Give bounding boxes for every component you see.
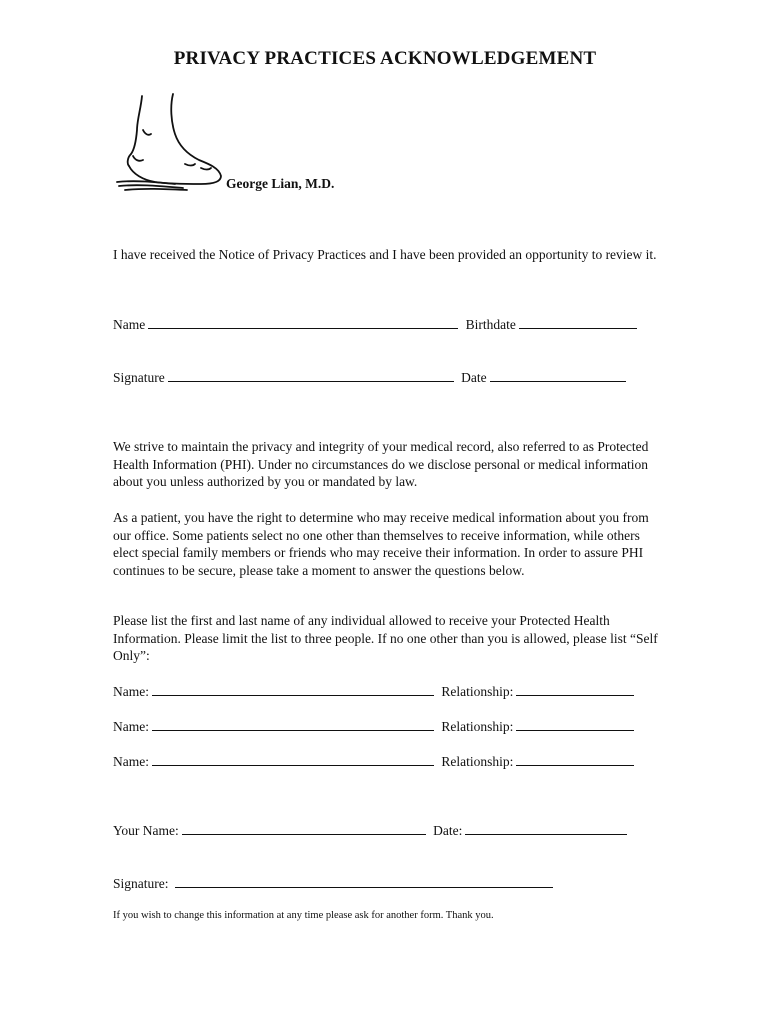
authorized-name-label: Name:	[113, 719, 149, 734]
your-name-field[interactable]	[182, 822, 426, 835]
footer-signature-label: Signature:	[113, 876, 169, 891]
relationship-label: Relationship:	[441, 754, 514, 769]
signature-label: Signature	[113, 370, 165, 385]
footer-signature-row	[113, 875, 557, 892]
your-name-label: Your Name:	[113, 823, 179, 838]
name-birthdate-row	[113, 316, 641, 333]
footer-note: If you wish to change this information at any time please ask for another form. Thank you.	[113, 910, 494, 921]
footer-signature-field[interactable]	[175, 875, 553, 888]
privacy-paragraph-2: As a patient, you have the right to determine who may receive medical information about you from our office. Some patients select no one other than themselves to receive information, while others elect special family members or friends who may receive their information. In order to assure PHI continues to be secure, please take a moment to answer the questions below.	[113, 510, 649, 578]
relationship-field[interactable]	[516, 753, 634, 766]
authorized-name-label: Name:	[113, 754, 149, 769]
birthdate-label: Birthdate	[465, 317, 516, 332]
authorized-person-row	[113, 718, 638, 735]
name-field[interactable]	[148, 316, 458, 329]
authorized-name-field[interactable]	[152, 683, 434, 696]
authorized-name-field[interactable]	[152, 753, 434, 766]
date-field[interactable]	[490, 369, 626, 382]
relationship-field[interactable]	[516, 683, 634, 696]
acknowledgement-statement: I have received the Notice of Privacy Practices and I have been provided an opportunity to review it.	[113, 247, 657, 262]
authorized-name-label: Name:	[113, 684, 149, 699]
relationship-label: Relationship:	[441, 719, 514, 734]
authorized-person-row	[113, 683, 638, 700]
doctor-name: George Lian, M.D.	[226, 176, 335, 191]
page-title: PRIVACY PRACTICES ACKNOWLEDGEMENT	[173, 48, 597, 69]
name-label: Name	[113, 317, 146, 332]
privacy-paragraph-3: Please list the first and last name of any individual allowed to receive your Protected Health Information. Please limit the list to three people. If no one other than you is allowed, please list “Self Only”:	[113, 613, 658, 663]
signature-date-row	[113, 369, 630, 386]
privacy-paragraph-1: We strive to maintain the privacy and integrity of your medical record, also referred to as Protected Health Information (PHI). Under no circumstances do we disclose personal or medical information about you unless authorized by you or mandated by law.	[113, 439, 649, 489]
footer-date-label: Date:	[433, 823, 463, 838]
authorized-person-row	[113, 753, 638, 770]
foot-icon	[115, 90, 227, 194]
authorized-name-field[interactable]	[152, 718, 434, 731]
your-name-date-row	[113, 822, 631, 839]
relationship-field[interactable]	[516, 718, 634, 731]
signature-field[interactable]	[168, 369, 454, 382]
relationship-label: Relationship:	[441, 684, 514, 699]
footer-date-field[interactable]	[465, 822, 627, 835]
date-label: Date	[461, 370, 487, 385]
birthdate-field[interactable]	[519, 316, 637, 329]
